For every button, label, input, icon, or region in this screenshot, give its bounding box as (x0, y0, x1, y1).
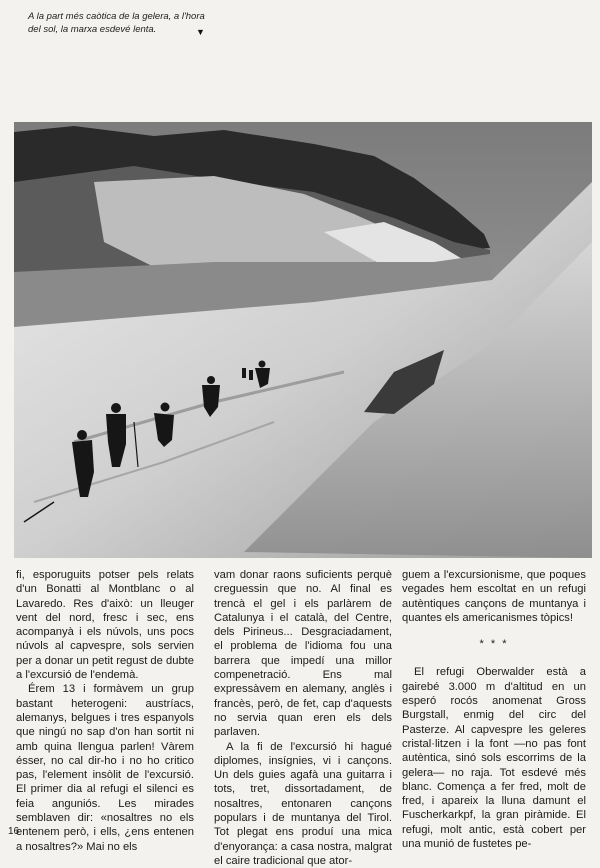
glacier-photo (14, 122, 592, 558)
paragraph: Érem 13 i formàvem un grup bastant heterogeni: austríacs, alemanys, belgues i tres espanyols que ningú no sap d'on han sortit ni amb quina llengua parlen! Vàrem ésser, no cal dir-ho i no ho critico pas, l'element insòlit de l'excursió. El primer dia al refugi el silenci es feia anguniós. Les mirades semblaven dir: «nosaltres no els entenem però, i ells, ¿ens entenen a nosaltres?» Mai no els (16, 683, 194, 853)
caption-arrow-icon: ▼ (196, 27, 205, 37)
paragraph: A la fi de l'excursió hi hagué diplomes, insígnies, vi i cançons. Un dels guies agafà una guitarra i tots, tret, dissortadament, de nosaltres, entonaren cançons populars i de muntanya del Tirol. Tot plegat ens produí una mica d'enyorança: a casa nostra, malgrat el caire tradicional que ator- (214, 740, 392, 867)
text-column-1 (16, 568, 194, 854)
paragraph: vam donar raons suficients perquè creguessin que no. Al final es trencà el gel i els parlàrem de Catalunya i el català, del Centre, dels Pirineus... Desgraciadament, el problema de l'idioma fou una barrera que impedí una millor compenetració. Ens mal expressàvem en alemany, anglès i francès, però, de fet, cap d'aquests no servia quan eren els dels parlaven. (214, 569, 392, 739)
photo-caption: A la part més caòtica de la gelera, a l'hora del sol, la marxa esdevé lenta. (28, 11, 205, 35)
paragraph: fi, esporuguits potser pels relats d'un Bonatti al Montblanc o al Lavaredo. Res d'això: un lleuger vent del nord, fresc i sec, ens acompanyà i els núvols, uns pocs núvols al capvespre, sols servien per a donar un petit regust de dubte a l'excursió de l'endemà. (16, 569, 194, 682)
text-column-3 (402, 568, 586, 851)
section-separator: * * * (479, 638, 509, 651)
paragraph: El refugi Oberwalder està a gairebé 3.000 m d'altitud en un esperó rocós anomenat Gross Burgstall, enmig del circ del Pasterze. Al capvespre les geleres cristal·litzen i la font —no pas font autèntica, sinó sols escorrims de la gelera— no raja. Tot esdevé més blanc. Comença a fer fred, molt de fred, i apareix la lluna damunt el Fuscherkarkpf, la gran piràmide. El refugi, molt antic, està cobert per una munió de fustetes pe- (402, 666, 586, 851)
page-number: 16 (8, 826, 20, 837)
glacier-photo-illustration (14, 122, 592, 558)
text-column-2 (214, 568, 392, 868)
paragraph: guem a l'excursionisme, que poques vegades hem escoltat en un refugi autèntiques cançons de muntanya i quantes els americanismes tòpics! (402, 569, 586, 624)
